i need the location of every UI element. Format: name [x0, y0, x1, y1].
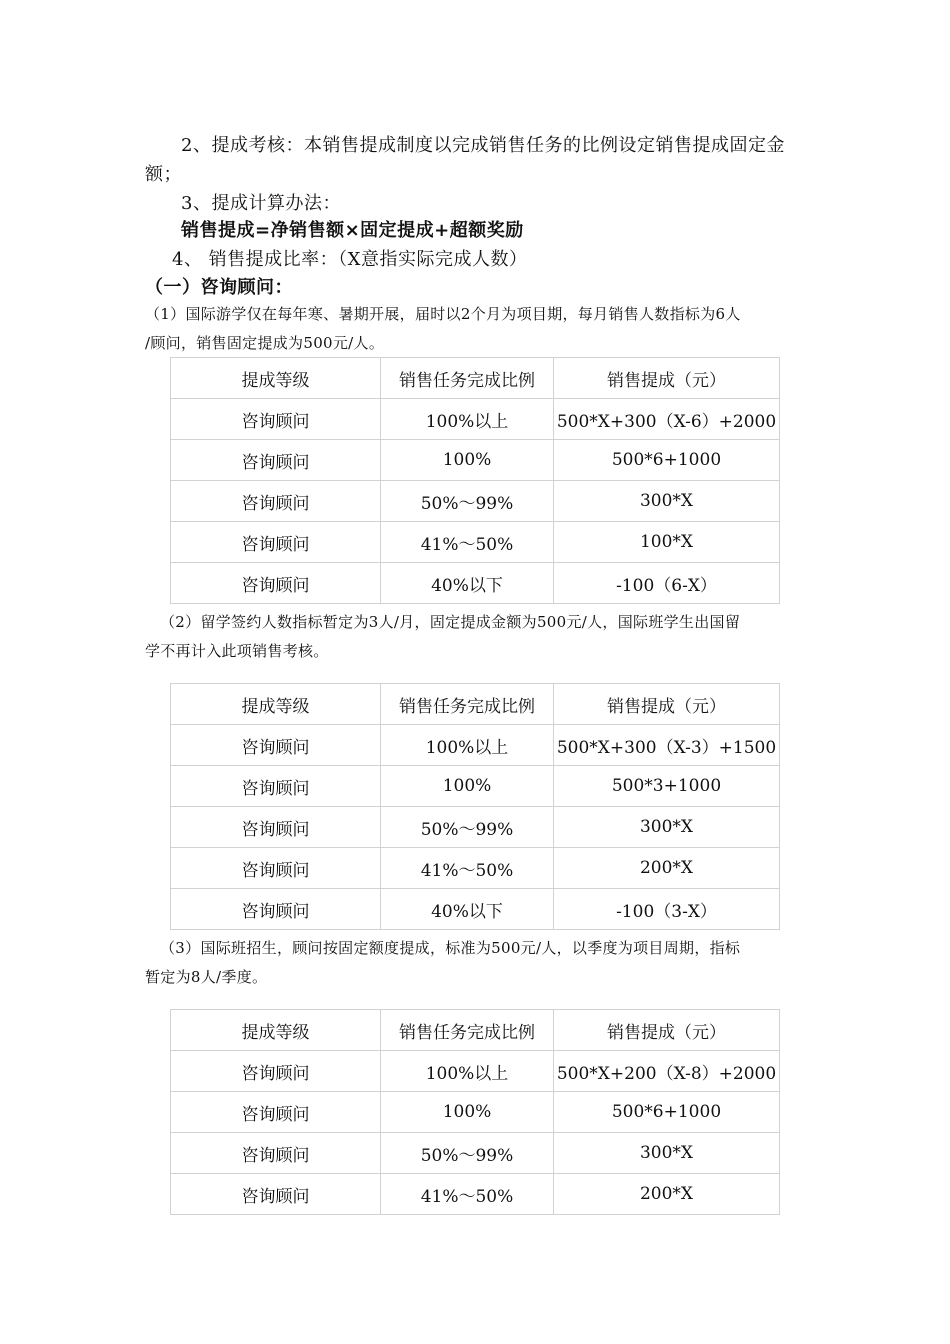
cell-grade: 咨询顾问 [171, 766, 381, 807]
cell-ratio: 100% [381, 1092, 554, 1133]
cell-commission: 100*X [554, 522, 780, 563]
header-commission: 销售提成（元） [554, 358, 780, 399]
cell-grade: 咨询顾问 [171, 1174, 381, 1215]
table-row [171, 1133, 780, 1174]
cell-commission: 500*X+300（X-3）+1500 [554, 725, 780, 766]
cell-commission: 500*6+1000 [554, 440, 780, 481]
para3-line1: （3）国际班招生，顾问按固定额度提成，标准为500元/人，以季度为项目周期，指标 [160, 939, 741, 957]
commission-table-2 [170, 683, 780, 930]
table-row [171, 1092, 780, 1133]
table-row [171, 1051, 780, 1092]
header-ratio: 销售任务完成比例 [381, 358, 554, 399]
table-row [171, 522, 780, 563]
cell-ratio: 100%以上 [381, 399, 554, 440]
table-row [171, 1174, 780, 1215]
cell-grade: 咨询顾问 [171, 807, 381, 848]
cell-commission: 200*X [554, 1174, 780, 1215]
cell-grade: 咨询顾问 [171, 1051, 381, 1092]
cell-ratio: 41%～50% [381, 522, 554, 563]
table-row [171, 889, 780, 930]
table-row [171, 725, 780, 766]
table-row [171, 766, 780, 807]
cell-ratio: 50%～99% [381, 481, 554, 522]
cell-grade: 咨询顾问 [171, 563, 381, 604]
header-ratio: 销售任务完成比例 [381, 684, 554, 725]
cell-ratio: 100%以上 [381, 725, 554, 766]
cell-commission: 200*X [554, 848, 780, 889]
header-commission: 销售提成（元） [554, 684, 780, 725]
header-grade: 提成等级 [171, 684, 381, 725]
para1-line1: （1）国际游学仅在每年寒、暑期开展，届时以2个月为项目期，每月销售人数指标为6人 [145, 305, 741, 323]
cell-commission: -100（3-X） [554, 889, 780, 930]
cell-commission: -100（6-X） [554, 563, 780, 604]
cell-grade: 咨询顾问 [171, 481, 381, 522]
header-ratio: 销售任务完成比例 [381, 1010, 554, 1051]
table-row [171, 399, 780, 440]
cell-commission: 500*X+200（X-8）+2000 [554, 1051, 780, 1092]
table-row [171, 481, 780, 522]
table-row [171, 440, 780, 481]
table-row [171, 848, 780, 889]
cell-ratio: 100% [381, 766, 554, 807]
header-grade: 提成等级 [171, 358, 381, 399]
cell-commission: 500*X+300（X-6）+2000 [554, 399, 780, 440]
cell-commission: 500*3+1000 [554, 766, 780, 807]
para1-line2: /顾问，销售固定提成为500元/人。 [145, 334, 385, 352]
cell-ratio: 50%～99% [381, 807, 554, 848]
formula: 销售提成=净销售额×固定提成+超额奖励 [181, 220, 524, 241]
cell-ratio: 41%～50% [381, 848, 554, 889]
item3-heading: 3、提成计算办法： [181, 193, 341, 214]
cell-ratio: 100% [381, 440, 554, 481]
cell-commission: 300*X [554, 807, 780, 848]
cell-ratio: 50%～99% [381, 1133, 554, 1174]
commission-table-1 [170, 357, 780, 604]
cell-grade: 咨询顾问 [171, 399, 381, 440]
cell-ratio: 40%以下 [381, 889, 554, 930]
header-commission: 销售提成（元） [554, 1010, 780, 1051]
section-title: （一）咨询顾问： [145, 277, 293, 298]
table-row [171, 807, 780, 848]
table-header-row [171, 1010, 780, 1051]
para3-line2: 暂定为8人/季度。 [145, 968, 268, 986]
header-grade: 提成等级 [171, 1010, 381, 1051]
item2-line1: 2、提成考核：本销售提成制度以完成销售任务的比例设定销售提成固定金 [181, 135, 785, 156]
cell-grade: 咨询顾问 [171, 522, 381, 563]
item2-line2: 额； [145, 164, 182, 185]
table-row [171, 563, 780, 604]
para2-line2: 学不再计入此项销售考核。 [145, 642, 329, 660]
cell-grade: 咨询顾问 [171, 889, 381, 930]
para2-line1: （2）留学签约人数指标暂定为3人/月，固定提成金额为500元/人，国际班学生出国留 [160, 613, 741, 631]
cell-grade: 咨询顾问 [171, 725, 381, 766]
cell-commission: 300*X [554, 481, 780, 522]
item4-heading: 4、 销售提成比率：（X意指实际完成人数） [172, 249, 528, 270]
cell-ratio: 100%以上 [381, 1051, 554, 1092]
cell-grade: 咨询顾问 [171, 440, 381, 481]
cell-grade: 咨询顾问 [171, 1092, 381, 1133]
table-header-row [171, 358, 780, 399]
cell-ratio: 41%～50% [381, 1174, 554, 1215]
cell-ratio: 40%以下 [381, 563, 554, 604]
cell-commission: 500*6+1000 [554, 1092, 780, 1133]
cell-commission: 300*X [554, 1133, 780, 1174]
commission-table-3 [170, 1009, 780, 1215]
cell-grade: 咨询顾问 [171, 848, 381, 889]
table-header-row [171, 684, 780, 725]
cell-grade: 咨询顾问 [171, 1133, 381, 1174]
